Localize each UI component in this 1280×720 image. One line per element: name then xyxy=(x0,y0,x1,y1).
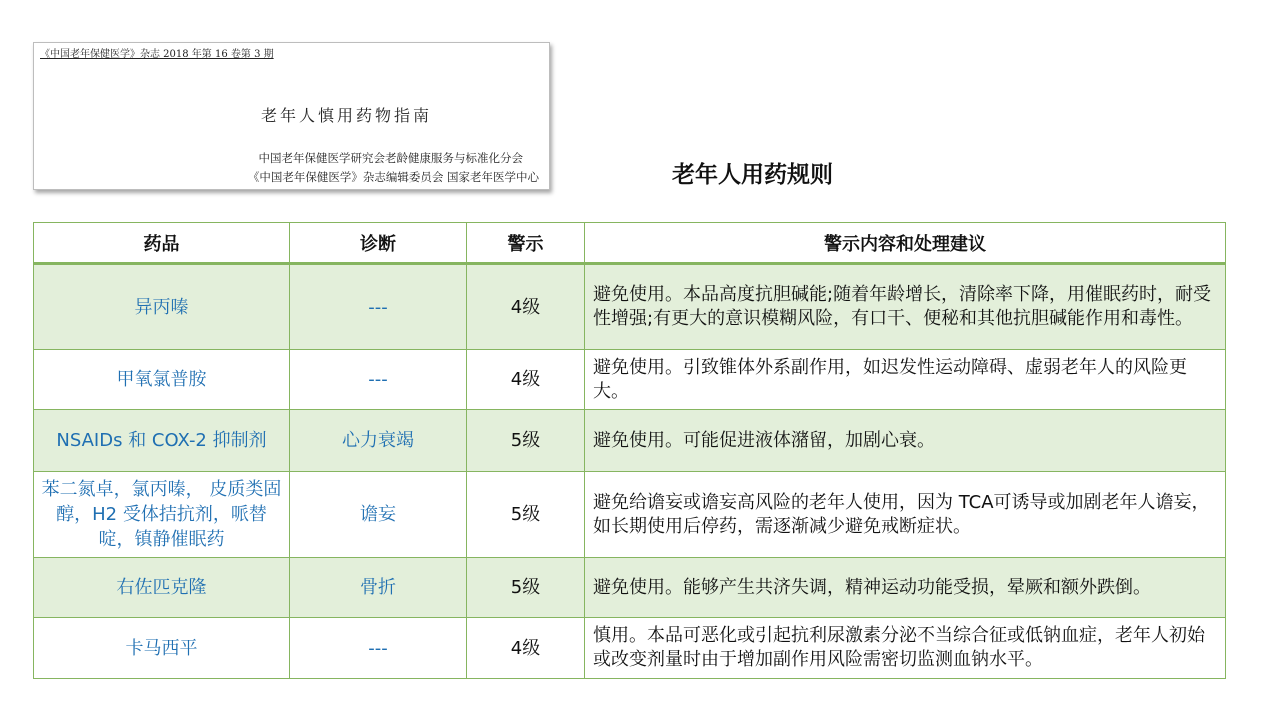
diagnosis-cell: 心力衰竭 xyxy=(290,410,467,472)
header-diagnosis: 诊断 xyxy=(290,223,467,264)
level-cell: 4级 xyxy=(467,618,585,679)
advice-cell: 避免使用。引致锥体外系副作用，如迟发性运动障碍、虚弱老年人的风险更大。 xyxy=(585,350,1226,410)
level-cell: 4级 xyxy=(467,350,585,410)
table-row xyxy=(34,350,1226,410)
table-row xyxy=(34,410,1226,472)
diagnosis-cell: --- xyxy=(290,350,467,410)
table-row xyxy=(34,618,1226,679)
table-row xyxy=(34,558,1226,618)
level-cell: 5级 xyxy=(467,410,585,472)
organization-line-1: 中国老年保健医学研究会老龄健康服务与标准化分会 xyxy=(258,151,523,165)
header-level: 警示 xyxy=(467,223,585,264)
drug-cell: 甲氧氯普胺 xyxy=(34,350,290,410)
header-drug: 药品 xyxy=(34,223,290,264)
level-cell: 4级 xyxy=(467,264,585,350)
advice-cell: 避免给谵妄或谵妄高风险的老年人使用，因为 TCA可诱导或加剧老年人谵妄，如长期使用后停药，需逐渐减少避免戒断症状。 xyxy=(585,472,1226,558)
diagnosis-cell: --- xyxy=(290,264,467,350)
advice-cell: 避免使用。可能促进液体潴留，加剧心衰。 xyxy=(585,410,1226,472)
drug-cell: 异丙嗪 xyxy=(34,264,290,350)
table-row xyxy=(34,264,1226,350)
guideline-title: 老年人慎用药物指南 xyxy=(260,106,432,125)
level-cell: 5级 xyxy=(467,558,585,618)
header-advice: 警示内容和处理建议 xyxy=(585,223,1226,264)
diagnosis-cell: 骨折 xyxy=(290,558,467,618)
organization-line-2: 《中国老年保健医学》杂志编辑委员会 国家老年医学中心 xyxy=(247,170,539,184)
advice-cell: 避免使用。本品高度抗胆碱能;随着年龄增长，清除率下降，用催眠药时，耐受性增强;有更大的意识模糊风险，有口干、便秘和其他抗胆碱能作用和毒性。 xyxy=(585,264,1226,350)
slide-title: 老年人用药规则 xyxy=(672,162,833,188)
table-row xyxy=(34,472,1226,558)
table-header-row xyxy=(34,223,1226,264)
diagnosis-cell: 谵妄 xyxy=(290,472,467,558)
journal-cover-image xyxy=(33,42,550,190)
medication-rules-table xyxy=(33,222,1226,679)
level-cell: 5级 xyxy=(467,472,585,558)
advice-cell: 慎用。本品可恶化或引起抗利尿激素分泌不当综合征或低钠血症，老年人初始或改变剂量时由于增加副作用风险需密切监测血钠水平。 xyxy=(585,618,1226,679)
diagnosis-cell: --- xyxy=(290,618,467,679)
drug-cell: 卡马西平 xyxy=(34,618,290,679)
drug-cell: 苯二氮卓，氯丙嗪， 皮质类固醇，H2 受体拮抗剂，哌替啶，镇静催眠药 xyxy=(34,472,290,558)
journal-citation: 《中国老年保健医学》杂志 2018 年第 16 卷第 3 期 xyxy=(40,49,274,60)
drug-cell: 右佐匹克隆 xyxy=(34,558,290,618)
drug-cell: NSAIDs 和 COX-2 抑制剂 xyxy=(34,410,290,472)
advice-cell: 避免使用。能够产生共济失调，精神运动功能受损，晕厥和额外跌倒。 xyxy=(585,558,1226,618)
